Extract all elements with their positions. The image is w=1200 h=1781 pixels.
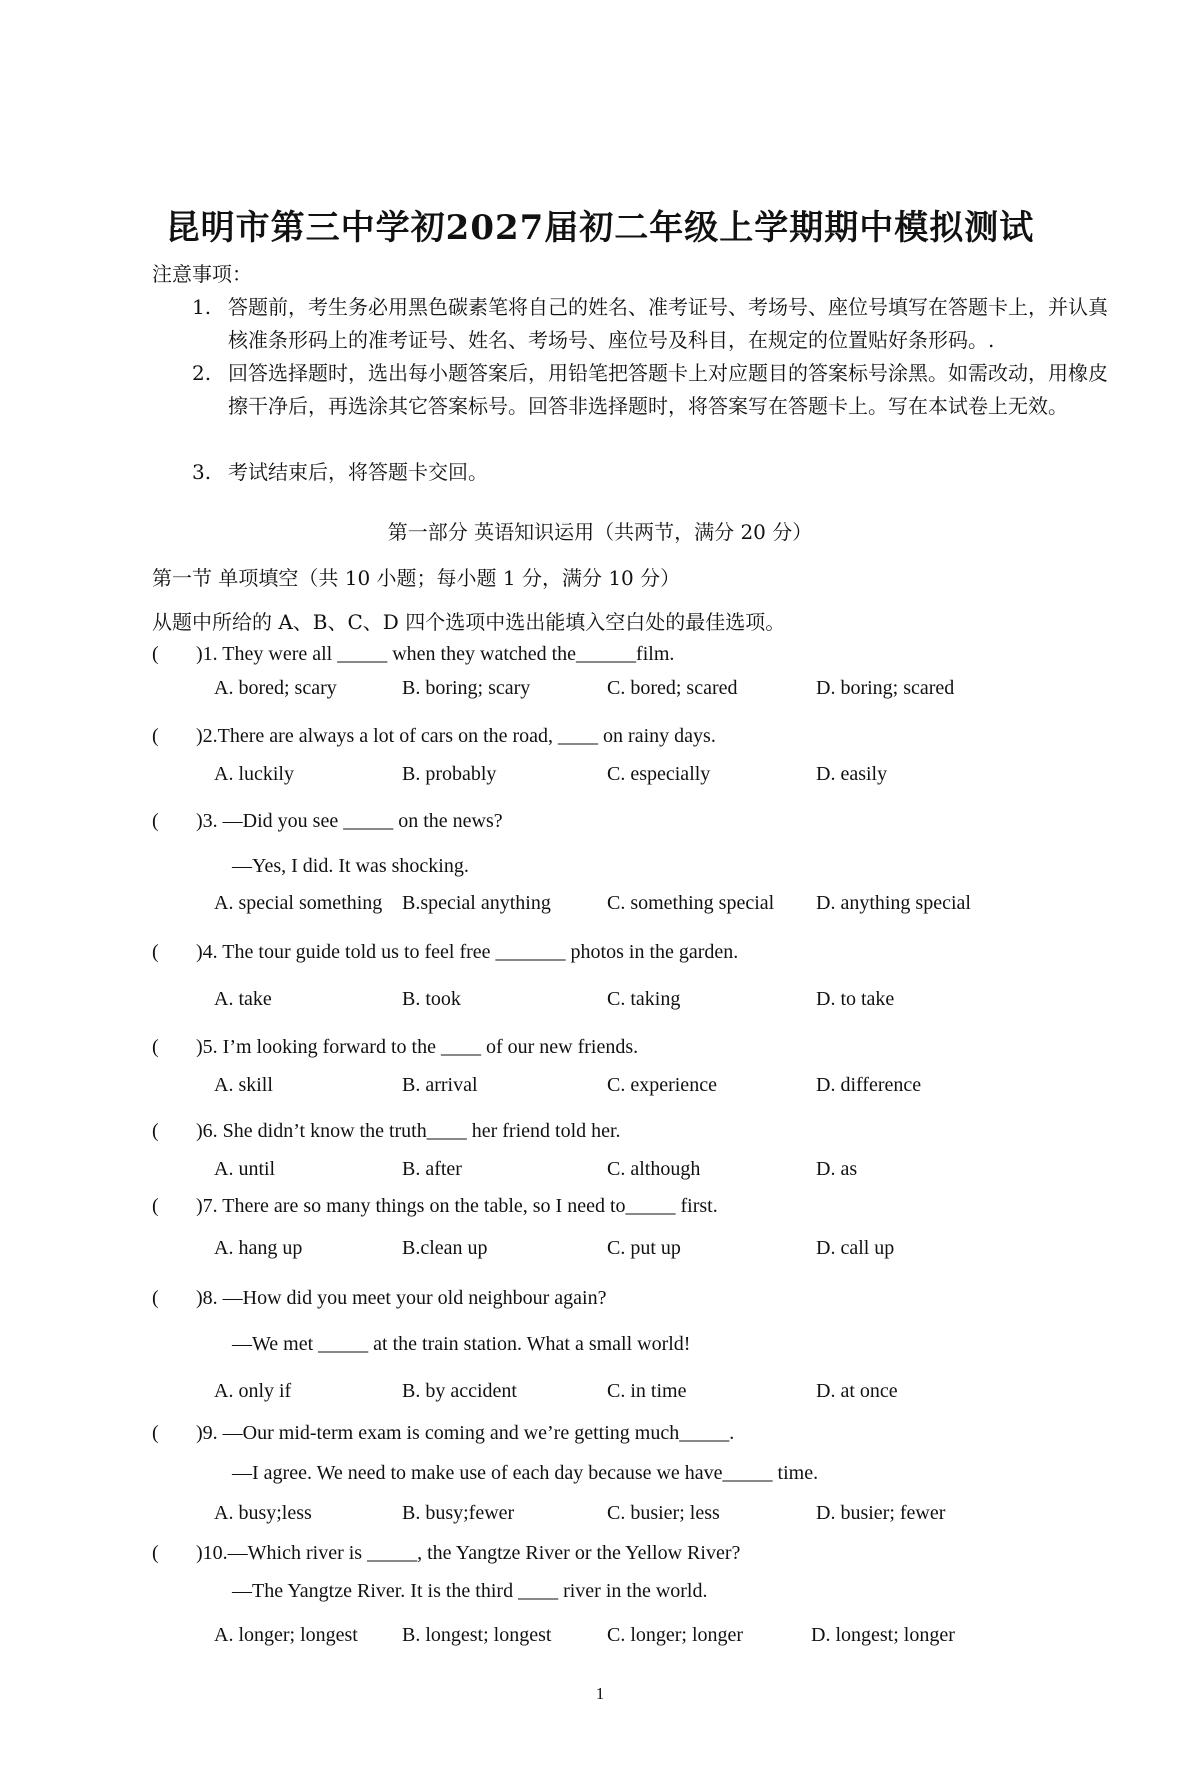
option-c: C. taking xyxy=(607,988,681,1010)
option-a: A. hang up xyxy=(214,1237,303,1259)
option-a: A. skill xyxy=(214,1074,273,1096)
notice-item-text: 答题前，考生务必用黑色碳素笔将自己的姓名、准考证号、考场号、座位号填写在答题卡上，并认真核准条形码上的准考证号、姓名、考场号、座位号及科目，在规定的位置贴好条形码。. xyxy=(228,295,1108,352)
option-c: C. longer; longer xyxy=(607,1624,744,1646)
notice-item xyxy=(192,456,1122,489)
options-row xyxy=(214,892,1114,922)
question-stem: )1. They were all _____ when they watched the______film. xyxy=(196,643,675,665)
question-stem: )3. —Did you see _____ on the news? xyxy=(196,810,503,832)
option-c: C. busier; less xyxy=(607,1502,720,1524)
notice-item-text: 考试结束后，将答题卡交回。 xyxy=(228,460,488,484)
option-a: A. special something xyxy=(214,892,383,914)
option-d: D. busier; fewer xyxy=(816,1502,946,1524)
option-d: D. anything special xyxy=(816,892,971,914)
notice-item-number: 2. xyxy=(192,361,212,385)
option-d: D. to take xyxy=(816,988,895,1010)
option-b: B. boring; scary xyxy=(402,677,531,699)
option-d: D. longest; longer xyxy=(811,1624,955,1646)
option-a: A. take xyxy=(214,988,272,1010)
option-c: C. in time xyxy=(607,1380,687,1402)
part-heading: 第一部分 英语知识运用（共两节，满分 20 分） xyxy=(387,520,813,544)
question-reply: —We met _____ at the train station. What a small world! xyxy=(232,1333,691,1355)
answer-bracket[interactable]: ( xyxy=(152,725,159,747)
notice-item xyxy=(192,291,1122,357)
answer-bracket[interactable]: ( xyxy=(152,1036,159,1058)
question-stem: )7. There are so many things on the table, so I need to_____ first. xyxy=(196,1195,718,1217)
option-a: A. luckily xyxy=(214,763,294,785)
instruction: 从题中所给的 A、B、C、D 四个选项中选出能填入空白处的最佳选项。 xyxy=(152,610,786,634)
option-a: A. busy;less xyxy=(214,1502,312,1524)
option-c: C. although xyxy=(607,1158,701,1180)
notice-item-number: 1. xyxy=(192,295,212,319)
option-a: A. only if xyxy=(214,1380,292,1402)
answer-bracket[interactable]: ( xyxy=(152,1195,159,1217)
option-c: C. experience xyxy=(607,1074,717,1096)
question-reply: —Yes, I did. It was shocking. xyxy=(232,855,469,877)
question-reply: —The Yangtze River. It is the third ____ river in the world. xyxy=(232,1580,708,1602)
answer-bracket[interactable]: ( xyxy=(152,941,159,963)
notice-item xyxy=(192,357,1122,423)
options-row xyxy=(214,1380,1114,1410)
options-row xyxy=(214,1624,1114,1654)
answer-bracket[interactable]: ( xyxy=(152,810,159,832)
option-a: A. until xyxy=(214,1158,276,1180)
option-c: C. something special xyxy=(607,892,775,914)
option-c: C. put up xyxy=(607,1237,681,1259)
option-d: D. boring; scared xyxy=(816,677,955,699)
notice-item-number: 3. xyxy=(192,460,212,484)
option-b: B. busy;fewer xyxy=(402,1502,515,1524)
options-row xyxy=(214,1502,1114,1532)
option-b: B.clean up xyxy=(402,1237,488,1259)
option-b: B. took xyxy=(402,988,461,1010)
option-d: D. call up xyxy=(816,1237,895,1259)
notice-item-text: 回答选择题时，选出每小题答案后，用铅笔把答题卡上对应题目的答案标号涂黑。如需改动，用橡皮擦干净后，再选涂其它答案标号。回答非选择题时，将答案写在答题卡上。写在本试卷上无效。 xyxy=(228,361,1108,418)
answer-bracket[interactable]: ( xyxy=(152,1287,159,1309)
options-row xyxy=(214,1237,1114,1267)
options-row xyxy=(214,988,1114,1018)
question-stem: )5. I’m looking forward to the ____ of our new friends. xyxy=(196,1036,639,1058)
question-stem: )8. —How did you meet your old neighbour again? xyxy=(196,1287,607,1309)
answer-bracket[interactable]: ( xyxy=(152,1542,159,1564)
option-d: D. difference xyxy=(816,1074,922,1096)
option-b: B. probably xyxy=(402,763,497,785)
page-title: 昆明市第三中学初2027届初二年级上学期期中模拟测试 xyxy=(165,208,1035,248)
answer-bracket[interactable]: ( xyxy=(152,1422,159,1444)
option-a: A. longer; longest xyxy=(214,1624,358,1646)
option-b: B.special anything xyxy=(402,892,551,914)
option-b: B. after xyxy=(402,1158,462,1180)
option-d: D. at once xyxy=(816,1380,898,1402)
question-stem: )9. —Our mid-term exam is coming and we’re getting much_____. xyxy=(196,1422,735,1444)
options-row xyxy=(214,763,1114,793)
options-row xyxy=(214,677,1114,707)
option-d: D. as xyxy=(816,1158,858,1180)
page-number: 1 xyxy=(595,1684,605,1703)
section-heading: 第一节 单项填空（共 10 小题；每小题 1 分，满分 10 分） xyxy=(152,566,681,590)
question-reply: —I agree. We need to make use of each day because we have_____ time. xyxy=(232,1462,819,1484)
option-b: B. arrival xyxy=(402,1074,478,1096)
options-row xyxy=(214,1158,1114,1188)
answer-bracket[interactable]: ( xyxy=(152,643,159,665)
options-row xyxy=(214,1074,1114,1104)
option-b: B. longest; longest xyxy=(402,1624,552,1646)
option-b: B. by accident xyxy=(402,1380,517,1402)
option-c: C. bored; scared xyxy=(607,677,738,699)
question-stem: )2.There are always a lot of cars on the road, ____ on rainy days. xyxy=(196,725,716,747)
option-c: C. especially xyxy=(607,763,711,785)
answer-bracket[interactable]: ( xyxy=(152,1120,159,1142)
option-a: A. bored; scary xyxy=(214,677,337,699)
question-stem: )6. She didn’t know the truth____ her friend told her. xyxy=(196,1120,621,1142)
question-stem: )4. The tour guide told us to feel free _______ photos in the garden. xyxy=(196,941,739,963)
question-stem: )10.—Which river is _____, the Yangtze River or the Yellow River? xyxy=(196,1542,741,1564)
notice-heading: 注意事项： xyxy=(152,262,252,286)
option-d: D. easily xyxy=(816,763,888,785)
